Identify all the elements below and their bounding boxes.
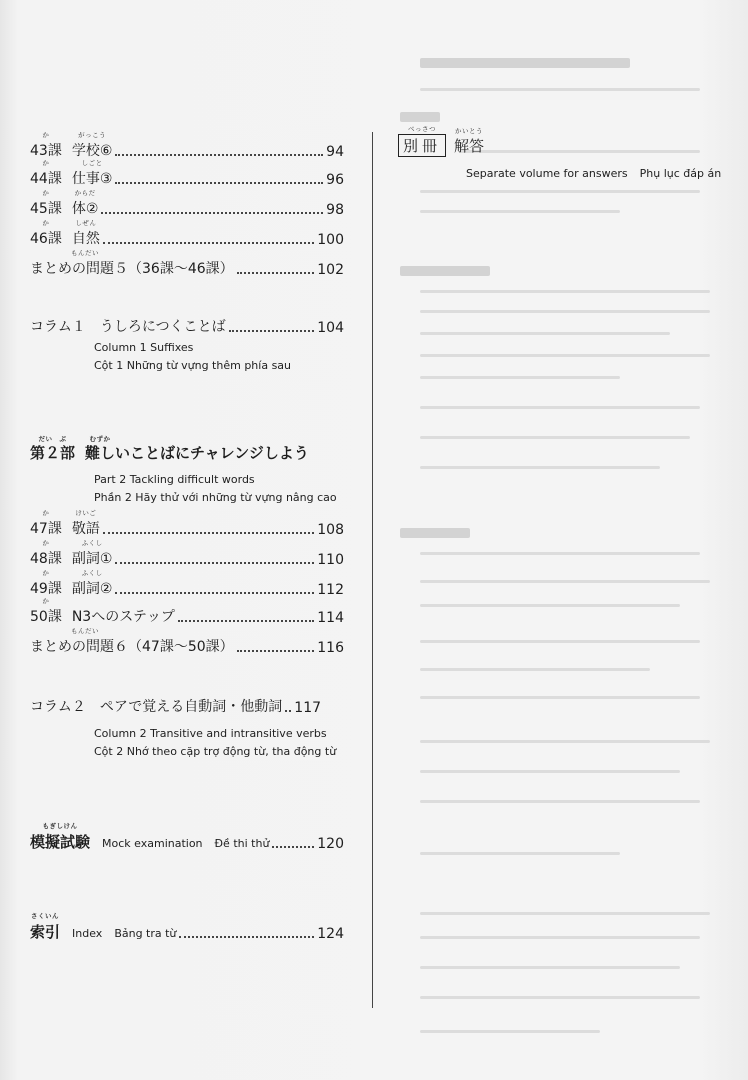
title-ruby: しごと [81,159,103,167]
lesson-ruby: か [42,159,50,167]
column-1-vietnamese-title: Cột 1 Những từ vựng thêm phía sau [94,359,292,372]
title-ruby: かいとう [455,127,484,135]
page-number: 112 [317,582,344,598]
lesson-number [30,509,62,538]
lesson-ruby: か [42,509,50,517]
lesson-title [71,509,100,538]
page-number: 116 [317,640,344,656]
lesson-number [30,189,62,218]
toc-entry-lesson-45[interactable] [30,189,344,218]
toc-entry-lesson-46[interactable] [30,219,344,248]
lesson-title [71,131,113,160]
title-text: 解答 [454,137,485,155]
leader-dots [115,591,314,594]
lesson-label: 45課 [30,201,62,217]
title-text: まとめの問題６（47課～50課） [30,639,234,655]
lesson-title [71,189,99,218]
box-text: 別冊 [403,137,442,155]
lesson-title [71,159,113,188]
page-number: 98 [326,202,344,218]
lesson-ruby: か [42,539,50,547]
leader-dots [237,271,315,274]
answers-title [454,127,485,155]
lesson-label: 43課 [30,143,62,159]
index-title [30,912,61,942]
toc-entry-review-5[interactable] [30,249,344,278]
title-ruby: ふくし [81,539,103,547]
title-ruby: がっこう [78,131,107,139]
answers-subtitles [466,167,721,180]
title-text: 仕事③ [71,171,113,187]
toc-entry-lesson-49[interactable] [30,569,344,598]
leader-dots [103,241,314,244]
title-ruby: さくいん [31,912,59,920]
mock-exam-title [30,822,91,852]
title-ruby: もぎしけん [42,822,78,830]
answers-english: Separate volume for answers [466,167,628,180]
toc-entry-lesson-48[interactable] [30,539,344,568]
column-2-vietnamese-title: Cột 2 Nhớ theo cặp trợ động từ, tha động từ [94,745,337,758]
leader-dots [285,709,291,712]
part-2-vietnamese-title: Phần 2 Hãy thử với những từ vựng nâng cao [94,491,337,504]
title-text: 敬語 [71,521,100,537]
title-text: 副詞② [71,581,113,597]
lesson-label: 50課 [30,609,62,625]
leader-dots [103,531,314,534]
lesson-ruby: か [42,189,50,197]
title-text: 自然 [71,231,100,247]
title-ruby: しぜん [75,219,97,227]
toc-entry-lesson-43[interactable] [30,131,344,160]
column-1-english-title: Column 1 Suffixes [94,341,194,354]
part-label [30,435,76,462]
toc-entry-lesson-44[interactable] [30,159,344,188]
lesson-title: N3へのステップ [71,609,175,625]
lesson-number [30,219,62,248]
lesson-label: 49課 [30,581,62,597]
page-number: 108 [317,522,344,538]
title-text: 難しいことばにチャレンジしよう [85,444,309,462]
toc-entry-mock-exam[interactable] [30,822,344,852]
lesson-label: 47課 [30,521,62,537]
lesson-ruby: か [42,131,50,139]
title-text: 学校⑥ [71,143,113,159]
title-ruby: ふくし [81,569,103,577]
toc-entry-column-2[interactable] [30,694,344,716]
review-title [30,627,234,656]
part-label-text: 第２部 [30,444,76,462]
leader-dots [101,211,323,214]
leader-dots [115,181,323,184]
index-english: Index [72,927,103,940]
mock-exam-english: Mock examination [102,837,203,850]
title-text: 副詞① [71,551,113,567]
lesson-number [30,569,62,598]
leader-dots [237,649,315,652]
title-text: 模擬試験 [30,833,91,851]
leader-dots [179,935,314,938]
page-number: 117 [294,700,322,716]
title-ruby: もんだい [71,627,99,635]
toc-entry-lesson-50[interactable] [30,597,344,626]
page-number: 94 [326,144,344,160]
toc-entry-column-1[interactable] [30,314,344,336]
lesson-number [30,159,62,188]
title-ruby: けいご [75,509,97,517]
lesson-number [30,539,62,568]
title-ruby: もんだい [71,249,99,257]
title-text: まとめの問題５（36課～46課） [30,261,234,277]
toc-entry-index[interactable] [30,912,344,942]
page-number: 120 [317,836,344,852]
box-ruby: べっさつ [408,125,436,133]
lesson-ruby: か [42,597,50,605]
page-number: 110 [317,552,344,568]
leader-dots [229,329,315,332]
leader-dots [272,845,314,848]
lesson-ruby: か [42,569,50,577]
page-number: 104 [317,320,344,336]
leader-dots [178,619,314,622]
lesson-label: 48課 [30,551,62,567]
part-title [85,435,309,462]
page-number: 114 [317,610,344,626]
part-ruby: だい ぶ [38,435,67,443]
page-number: 100 [317,232,344,248]
lesson-number [30,597,62,626]
lesson-ruby: か [42,219,50,227]
answers-entry[interactable] [398,125,485,157]
leader-dots [115,561,314,564]
lesson-title [71,219,100,248]
title-ruby: からだ [74,189,96,197]
separate-volume-box [398,125,446,157]
lesson-title [71,539,113,568]
title-text: 体② [71,201,99,217]
part-2-heading [30,435,309,463]
column-divider [372,132,373,1008]
page-number: 96 [326,172,344,188]
lesson-label: 46課 [30,231,62,247]
toc-entry-lesson-47[interactable] [30,509,344,538]
mock-exam-vietnamese: Đề thi thử [214,837,270,850]
title-ruby: むずか [89,435,111,443]
toc-entry-review-6[interactable] [30,627,344,656]
column-title: コラム１ うしろにつくことば [30,319,226,335]
review-title [30,249,234,278]
leader-dots [115,153,323,156]
page-number: 102 [317,262,344,278]
index-vietnamese: Bảng tra từ [114,927,177,940]
lesson-label: 44課 [30,171,62,187]
title-text: 索引 [30,923,61,941]
page-number: 124 [317,926,344,942]
column-2-english-title: Column 2 Transitive and intransitive verbs [94,727,327,740]
part-2-english-title: Part 2 Tackling difficult words [94,473,255,486]
column-title: コラム２ ペアで覚える自動詞・他動詞 [30,699,283,715]
lesson-title [71,569,113,598]
lesson-number [30,131,62,160]
answers-vietnamese: Phụ lục đáp án [639,167,722,180]
